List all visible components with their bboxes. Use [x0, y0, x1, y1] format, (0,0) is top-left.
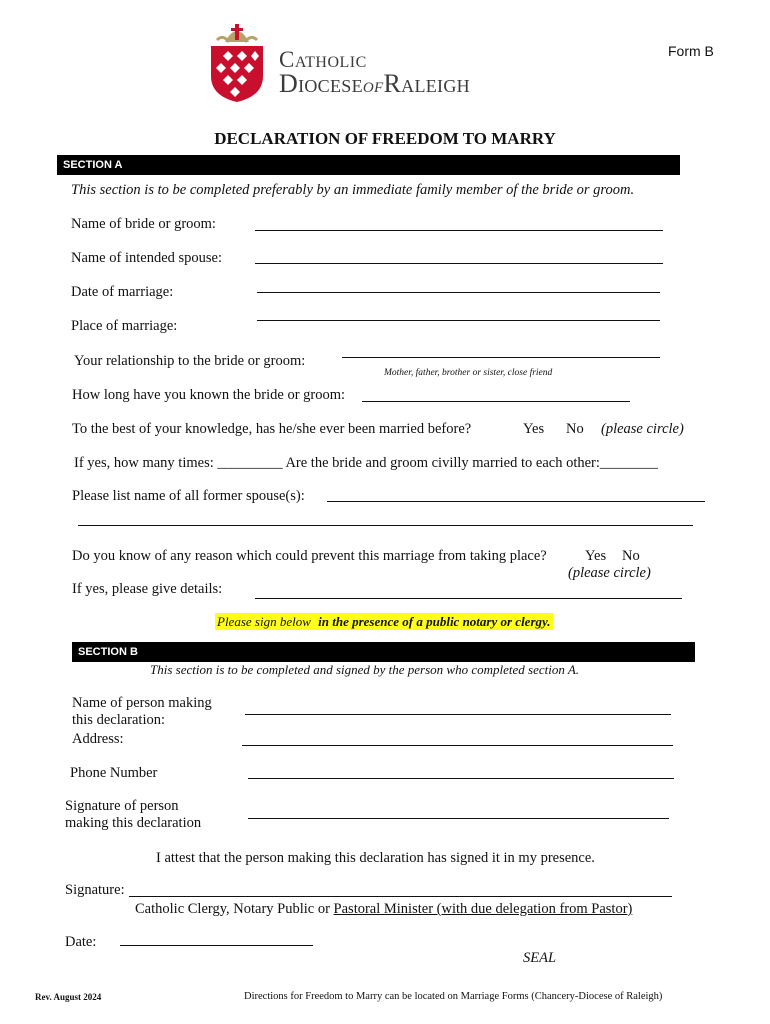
declarant-name-label-1: Name of person making: [72, 695, 212, 711]
section-b-label: SECTION B: [78, 646, 138, 658]
logo-word-raleigh: Raleigh: [383, 69, 470, 98]
attest-statement: I attest that the person making this declaration has signed it in my presence.: [156, 850, 595, 866]
prevent-yes[interactable]: Yes: [585, 548, 607, 564]
address-field[interactable]: [242, 745, 673, 746]
footer-directions: Directions for Freedom to Marry can be located on Marriage Forms (Chancery-Diocese of Raleigh): [244, 991, 663, 1002]
former-spouses-field[interactable]: [327, 501, 705, 502]
prevent-label: Do you know of any reason which could prevent this marriage from taking place?: [72, 548, 547, 564]
declarant-signature-label-2: making this declaration: [65, 815, 202, 831]
bride-groom-field[interactable]: [255, 230, 663, 231]
prevent-no[interactable]: No: [622, 548, 640, 564]
declarant-name-field[interactable]: [245, 714, 671, 715]
logo-line-2: [279, 69, 470, 99]
phone-field[interactable]: [248, 778, 674, 779]
bride-groom-label: Name of bride or groom:: [71, 216, 216, 232]
details-label: If yes, please give details:: [72, 581, 223, 597]
known-label: How long have you known the bride or groom:: [72, 387, 346, 403]
witness-role-caption: [135, 901, 632, 918]
how-many-label: If yes, how many times: _________ Are the bride and groom civilly married to each other:________: [74, 455, 658, 471]
date-of-marriage-field[interactable]: [257, 292, 660, 293]
witness-signature-field[interactable]: [129, 896, 672, 897]
details-field[interactable]: [255, 598, 682, 599]
revision-note: Rev. August 2024: [35, 992, 102, 1002]
section-a-bar: [57, 155, 680, 175]
logo-line-1: Catholic: [279, 47, 367, 72]
married-before-yes[interactable]: Yes: [523, 421, 545, 437]
logo-word-diocese: Diocese: [279, 69, 363, 98]
spouse-field[interactable]: [255, 263, 663, 264]
known-field[interactable]: [362, 401, 630, 402]
witness-role-caption-b: Pastoral Minister (with due delegation from Pastor): [333, 901, 633, 917]
married-before-circle-note: (please circle): [601, 421, 684, 437]
date-of-marriage-label: Date of marriage:: [71, 284, 174, 300]
diocese-logo: [203, 20, 523, 104]
logo-word-of: of: [362, 72, 384, 97]
date-label: Date:: [65, 934, 97, 950]
married-before-label: To the best of your knowledge, has he/she ever been married before?: [72, 421, 472, 437]
sign-note-part-b: in the presence of a public notary or clergy.: [318, 614, 551, 629]
place-of-marriage-label: Place of marriage:: [71, 318, 178, 334]
declarant-signature-label-1: Signature of person: [65, 798, 179, 814]
sign-note-part-a: Please sign below: [217, 614, 315, 629]
married-before-no[interactable]: No: [566, 421, 584, 437]
page-title: DECLARATION OF FREEDOM TO MARRY: [214, 129, 556, 148]
address-label: Address:: [72, 731, 124, 747]
witness-role-caption-a: Catholic Clergy, Notary Public or: [135, 901, 334, 917]
declarant-name-label-2: this declaration:: [72, 712, 166, 728]
diocese-shield-icon: [203, 20, 271, 104]
section-b-intro: This section is to be completed and signed by the person who completed section A.: [150, 662, 580, 677]
former-spouses-label: Please list name of all former spouse(s):: [72, 488, 305, 504]
date-field[interactable]: [120, 945, 313, 946]
seal-label: SEAL: [523, 950, 557, 966]
former-spouses-field-2[interactable]: [78, 525, 693, 526]
section-a-label: SECTION A: [63, 159, 123, 171]
declarant-signature-field[interactable]: [248, 818, 669, 819]
relationship-field[interactable]: [342, 357, 660, 358]
section-b-bar: [72, 642, 695, 662]
prevent-circle-note: (please circle): [568, 565, 651, 581]
phone-label: Phone Number: [70, 765, 158, 781]
relationship-hint: Mother, father, brother or sister, close friend: [384, 368, 553, 378]
section-a-intro: This section is to be completed preferably by an immediate family member of the bride or groom.: [71, 182, 635, 198]
sign-note: [215, 613, 553, 631]
witness-signature-label: Signature:: [65, 882, 125, 898]
relationship-label: Your relationship to the bride or groom:: [74, 353, 306, 369]
spouse-label: Name of intended spouse:: [71, 250, 223, 266]
form-label: Form B: [668, 43, 714, 59]
place-of-marriage-field[interactable]: [257, 320, 660, 321]
